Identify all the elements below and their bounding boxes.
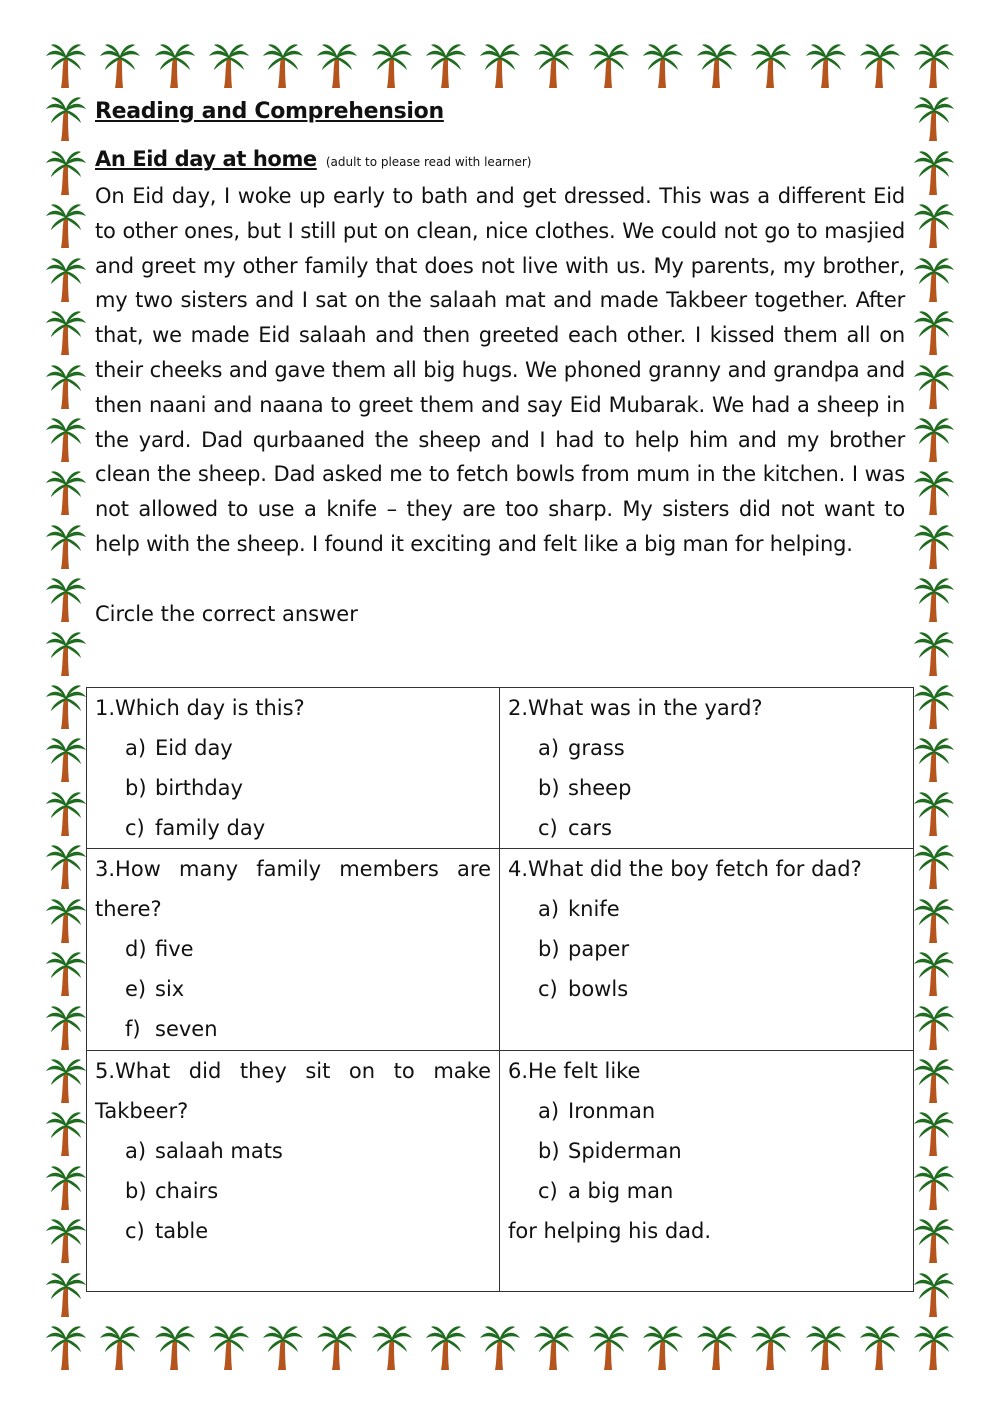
question-5-options (95, 1131, 491, 1251)
palm-tree-icon (912, 416, 956, 464)
palm-tree-icon (315, 1324, 359, 1372)
story-note: (adult to please read with learner) (325, 155, 532, 169)
palm-tree-icon (44, 523, 88, 571)
palm-tree-icon (44, 790, 88, 838)
palm-tree-icon (44, 1004, 88, 1052)
option-letter: c) (538, 1179, 558, 1203)
option-letter: b) (125, 1179, 147, 1203)
palm-tree-icon (858, 1324, 902, 1372)
palm-tree-icon (532, 42, 576, 90)
option-text: knife (568, 897, 620, 921)
palm-tree-icon (912, 1057, 956, 1105)
palm-tree-icon (695, 42, 739, 90)
option-letter: f) (125, 1017, 141, 1041)
palm-tree-icon (695, 1324, 739, 1372)
palm-tree-icon (912, 1217, 956, 1265)
palm-tree-icon (424, 1324, 468, 1372)
option[interactable] (538, 1091, 905, 1131)
option-letter: e) (125, 977, 147, 1001)
palm-tree-icon (44, 95, 88, 143)
palm-tree-icon (44, 1324, 88, 1372)
palm-tree-icon (44, 576, 88, 624)
palm-tree-icon (912, 1164, 956, 1212)
palm-tree-icon (804, 1324, 848, 1372)
option-letter: a) (538, 897, 560, 921)
palm-tree-icon (912, 309, 956, 357)
question-cell-2 (500, 688, 914, 849)
question-3-options (95, 929, 491, 1049)
story-passage: On Eid day, I woke up early to bath and get dressed. This was a different Eid to other ones, but I still put on clean, nice clothes. We could not go to masjied and greet my other family that does not live with us. My parents, my brother, my two sisters and I sat on the salaah mat and made Takbeer together. After that, we made Eid salaah and then greeted each other. I kissed them all on their cheeks and gave them all big hugs. We phoned granny and grandpa and then naani and naana to greet them and say Eid Mubarak. We had a sheep in the yard. Dad qurbaaned the sheep and I had to help him and my brother clean the sheep. Dad asked me to fetch bowls from mum in the kitchen. I was not allowed to use a knife – they are too sharp. My sisters did not want to help with the sheep. I found it exciting and felt like a big man for helping. (95, 184, 905, 556)
palm-tree-icon (315, 42, 359, 90)
option[interactable] (125, 1211, 491, 1251)
palm-tree-icon (912, 736, 956, 784)
question-2-text: 2.What was in the yard? (508, 696, 763, 720)
palm-tree-icon (912, 1004, 956, 1052)
palm-tree-icon (912, 576, 956, 624)
option-letter: c) (125, 1219, 145, 1243)
palm-tree-icon (44, 309, 88, 357)
palm-tree-icon (912, 202, 956, 250)
option[interactable] (538, 768, 905, 808)
question-table (86, 687, 914, 1292)
palm-tree-icon (44, 1271, 88, 1319)
option[interactable] (538, 1131, 905, 1171)
question-4-options (508, 889, 905, 1009)
page-title: Reading and Comprehension (95, 99, 444, 124)
palm-tree-icon (478, 1324, 522, 1372)
question-cell-3 (87, 849, 500, 1051)
palm-tree-icon (478, 42, 522, 90)
palm-tree-icon (912, 1110, 956, 1158)
option[interactable] (125, 1131, 491, 1171)
option-letter: c) (538, 977, 558, 1001)
palm-tree-icon (44, 1057, 88, 1105)
question-6-text: 6.He felt like (508, 1059, 641, 1083)
palm-tree-icon (44, 1164, 88, 1212)
palm-tree-icon (912, 42, 956, 90)
palm-tree-icon (858, 42, 902, 90)
palm-tree-icon (44, 683, 88, 731)
option-text: grass (568, 736, 625, 760)
palm-tree-icon (44, 630, 88, 678)
option-text: a big man (568, 1179, 674, 1203)
story-title: An Eid day at home (95, 147, 317, 171)
worksheet-content (95, 92, 905, 628)
palm-tree-icon (424, 42, 468, 90)
palm-tree-icon (641, 42, 685, 90)
palm-tree-icon (912, 469, 956, 517)
option-letter: b) (125, 776, 147, 800)
palm-tree-icon (912, 897, 956, 945)
palm-tree-icon (44, 202, 88, 250)
question-3-text: 3.How many family members are there? (95, 857, 491, 921)
option[interactable] (538, 929, 905, 969)
option-letter: c) (125, 816, 145, 840)
option[interactable] (125, 1009, 491, 1049)
palm-tree-icon (44, 950, 88, 998)
question-6-options (508, 1091, 905, 1211)
question-cell-1 (87, 688, 500, 849)
option-text: paper (568, 937, 630, 961)
palm-tree-icon (44, 416, 88, 464)
palm-tree-icon (44, 897, 88, 945)
palm-tree-icon (44, 843, 88, 891)
palm-tree-icon (44, 42, 88, 90)
option-letter: b) (538, 1139, 560, 1163)
palm-tree-icon (912, 843, 956, 891)
palm-tree-icon (912, 790, 956, 838)
option-text: salaah mats (155, 1139, 283, 1163)
option-letter: b) (538, 937, 560, 961)
palm-tree-icon (370, 42, 414, 90)
palm-tree-icon (44, 1217, 88, 1265)
palm-tree-icon (98, 1324, 142, 1372)
question-6-trailing: for helping his dad. (508, 1219, 712, 1243)
palm-tree-icon (912, 1324, 956, 1372)
option-letter: a) (538, 736, 560, 760)
palm-tree-icon (370, 1324, 414, 1372)
palm-tree-icon (44, 256, 88, 304)
option-letter: a) (125, 736, 147, 760)
option[interactable] (538, 969, 905, 1009)
palm-tree-icon (207, 1324, 251, 1372)
option-text: Spiderman (568, 1139, 682, 1163)
option-letter: a) (538, 1099, 560, 1123)
option[interactable] (125, 768, 491, 808)
option-text: cars (568, 816, 612, 840)
option-letter: a) (125, 1139, 147, 1163)
option-letter: b) (538, 776, 560, 800)
palm-tree-icon (912, 523, 956, 571)
option-text: birthday (155, 776, 243, 800)
option[interactable] (125, 929, 491, 969)
option[interactable] (538, 808, 905, 848)
option-text: Ironman (568, 1099, 656, 1123)
question-2-options (508, 728, 905, 848)
question-cell-4 (500, 849, 914, 1051)
palm-tree-icon (912, 1271, 956, 1319)
question-1-options (95, 728, 491, 848)
option-text: table (155, 1219, 209, 1243)
palm-tree-icon (912, 95, 956, 143)
palm-tree-icon (207, 42, 251, 90)
option-text: Eid day (155, 736, 233, 760)
option[interactable] (125, 969, 491, 1009)
instruction-text: Circle the correct answer (95, 601, 358, 626)
palm-tree-icon (44, 363, 88, 411)
option[interactable] (538, 1171, 905, 1211)
palm-tree-icon (587, 1324, 631, 1372)
palm-tree-icon (261, 42, 305, 90)
story-heading (95, 142, 905, 176)
option-text: five (155, 937, 194, 961)
palm-tree-icon (912, 363, 956, 411)
option[interactable] (538, 889, 905, 929)
palm-tree-icon (912, 149, 956, 197)
palm-tree-icon (153, 1324, 197, 1372)
question-cell-6 (500, 1051, 914, 1292)
option[interactable] (125, 1171, 491, 1211)
option-text: family day (155, 816, 266, 840)
question-4-text: 4.What did the boy fetch for dad? (508, 857, 862, 881)
option[interactable] (125, 808, 491, 848)
option-text: sheep (568, 776, 632, 800)
option-text: six (155, 977, 185, 1001)
palm-tree-icon (44, 736, 88, 784)
palm-tree-icon (98, 42, 142, 90)
option-text: chairs (155, 1179, 219, 1203)
palm-tree-icon (44, 1110, 88, 1158)
option-text: bowls (568, 977, 629, 1001)
palm-tree-icon (153, 42, 197, 90)
palm-tree-icon (641, 1324, 685, 1372)
question-cell-5 (87, 1051, 500, 1292)
palm-tree-icon (44, 149, 88, 197)
palm-tree-icon (749, 1324, 793, 1372)
palm-tree-icon (912, 683, 956, 731)
palm-tree-icon (912, 630, 956, 678)
palm-tree-icon (804, 42, 848, 90)
option-text: seven (155, 1017, 218, 1041)
palm-tree-icon (912, 256, 956, 304)
option[interactable] (538, 728, 905, 768)
palm-tree-icon (261, 1324, 305, 1372)
palm-tree-icon (749, 42, 793, 90)
palm-tree-icon (912, 950, 956, 998)
palm-tree-icon (532, 1324, 576, 1372)
question-5-text: 5.What did they sit on to make Takbeer? (95, 1059, 491, 1123)
option-letter: c) (538, 816, 558, 840)
question-1-text: 1.Which day is this? (95, 696, 305, 720)
palm-tree-icon (44, 469, 88, 517)
palm-tree-icon (587, 42, 631, 90)
option-letter: d) (125, 937, 147, 961)
option[interactable] (125, 728, 491, 768)
